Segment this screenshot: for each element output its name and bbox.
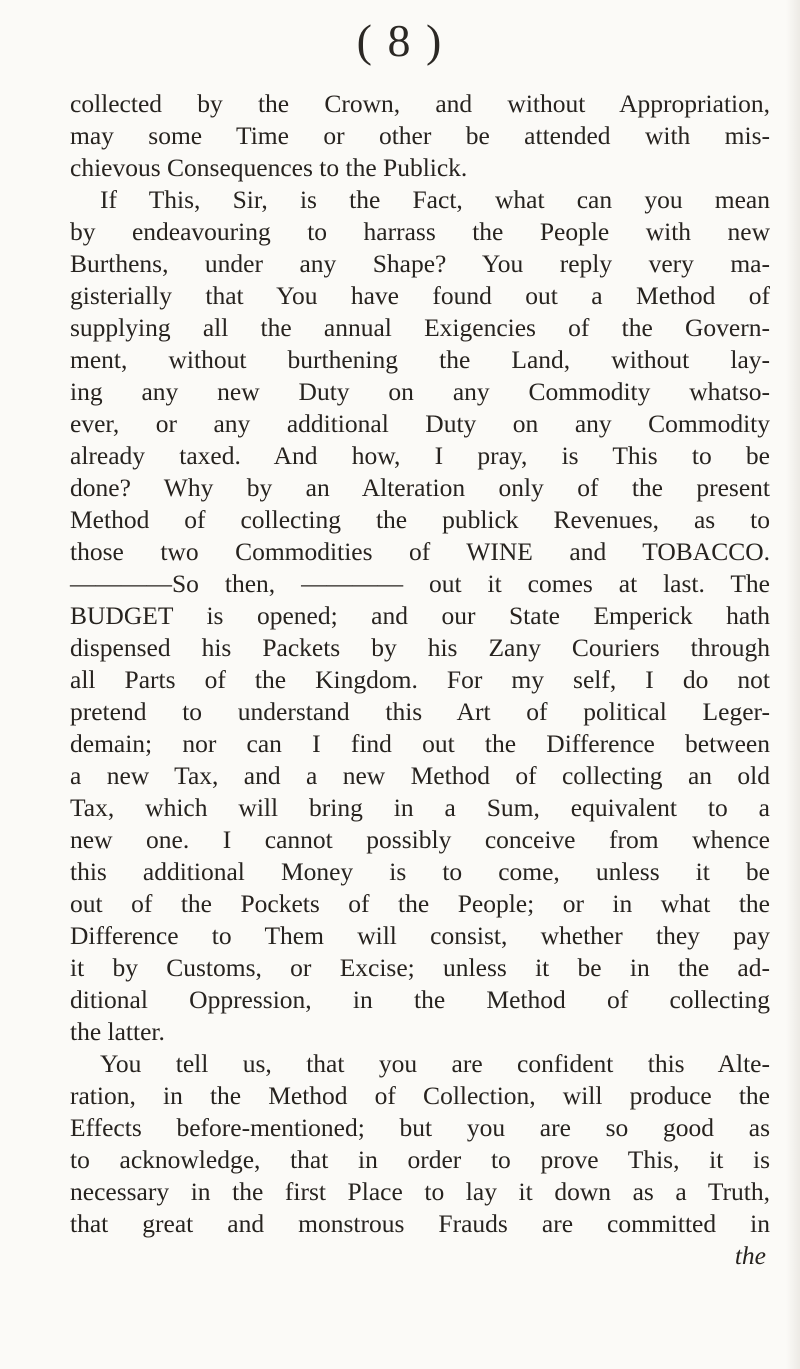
text-line: gisterially that You have found out a Method of <box>70 281 770 310</box>
text-line: to acknowledge, that in order to prove This, it is <box>70 1145 770 1174</box>
text-line: ————So then, ———— out it comes at last. The <box>70 569 770 598</box>
text-line: Difference to Them will consist, whether they pay <box>70 921 770 950</box>
text-line: If This, Sir, is the Fact, what can you mean <box>100 185 770 214</box>
text-line: done? Why by an Alteration only of the present <box>70 473 770 502</box>
text-line: the latter. <box>70 1017 165 1046</box>
text-line: collected by the Crown, and without Appropriation, <box>70 89 770 118</box>
text-line: ration, in the Method of Collection, will produce the <box>70 1081 770 1110</box>
text-line: already taxed. And how, I pray, is This to be <box>70 441 770 470</box>
page-number: ( 8 ) <box>356 15 444 66</box>
text-line: that great and monstrous Frauds are committed in <box>70 1209 770 1238</box>
text-line: this additional Money is to come, unless it be <box>70 857 770 886</box>
text-line: it by Customs, or Excise; unless it be in the ad- <box>70 953 770 982</box>
text-line: a new Tax, and a new Method of collecting an old <box>70 761 770 790</box>
text-line: supplying all the annual Exigencies of the Govern- <box>70 313 770 342</box>
text-line: demain; nor can I find out the Difference between <box>70 729 770 758</box>
text-line: ever, or any additional Duty on any Commodity <box>70 409 770 438</box>
text-line: may some Time or other be attended with mis- <box>70 121 770 150</box>
text-line: new one. I cannot possibly conceive from whence <box>70 825 770 854</box>
text-line: You tell us, that you are confident this Alte- <box>100 1049 770 1078</box>
text-line: ditional Oppression, in the Method of collecting <box>70 985 770 1014</box>
text-line: by endeavouring to harrass the People with new <box>70 217 770 246</box>
catchword: the <box>734 1241 766 1270</box>
text-line: all Parts of the Kingdom. For my self, I do not <box>70 665 770 694</box>
text-line: those two Commodities of WINE and TOBACCO. <box>70 537 770 566</box>
text-line: ment, without burthening the Land, without lay- <box>70 345 770 374</box>
text-line: out of the Pockets of the People; or in what the <box>70 889 770 918</box>
text-line: dispensed his Packets by his Zany Couriers through <box>70 633 770 662</box>
text-line: Method of collecting the publick Revenues, as to <box>70 505 770 534</box>
text-line: Tax, which will bring in a Sum, equivalent to a <box>70 793 770 822</box>
text-line: Effects before-mentioned; but you are so good as <box>70 1113 770 1142</box>
body-text <box>70 88 770 1272</box>
text-line: Burthens, under any Shape? You reply very ma- <box>70 249 770 278</box>
text-line: BUDGET is opened; and our State Emperick hath <box>70 601 770 630</box>
page-edge-shadow <box>786 0 800 1369</box>
text-line: pretend to understand this Art of political Leger- <box>70 697 770 726</box>
text-line: necessary in the first Place to lay it down as a Truth, <box>70 1177 770 1206</box>
text-line: ing any new Duty on any Commodity whatso- <box>70 377 770 406</box>
text-line: chievous Consequences to the Publick. <box>70 153 468 182</box>
